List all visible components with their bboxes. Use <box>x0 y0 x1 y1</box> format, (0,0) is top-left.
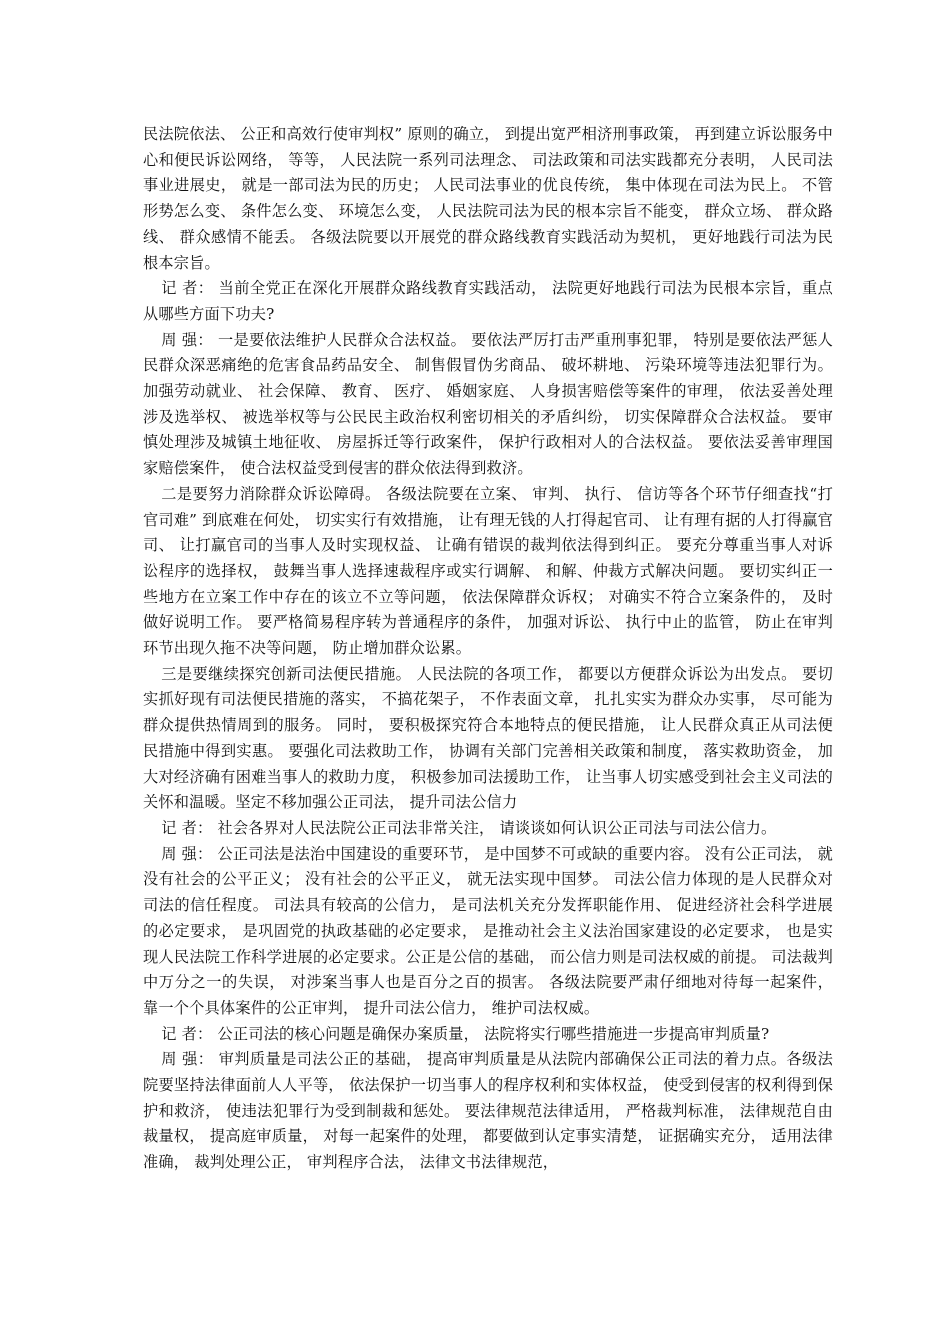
paragraph-question-mass-line: 记 者： 当前全党正在深化开展群众路线教育实践活动， 法院更好地践行司法为民根本宗旨，重点从哪些方面下功夫? <box>143 279 833 323</box>
paragraph-question-credibility: 记 者： 社会各界对人民法院公正司法非常关注， 请谈谈如何认识公正司法与司法公信力。 <box>161 818 777 837</box>
paragraph-answer-credibility: 周 强： 公正司法是法治中国建设的重要环节， 是中国梦不可或缺的重要内容。 没有公正司法， 就没有社会的公平正义； 没有社会的公平正义， 就无法实现中国梦。 司法公信力体现的是人民群众对司法的信任程度。 司法具有较高的公信力， 是司法机关充分发挥职能作用、 促进经济社会科学进展的必定要求， 是巩固党的执政基础的必定要求， 是推动社会主义法治国家建设的必定要求， 也是实现人民法院工作科学进展的必定要求。公正是公信的基础， 而公信力则是司法权威的前提。 司法裁判中万分之一的失误， 对涉案当事人也是百分之百的损害。 各级法院要严肃仔细地对待每一起案件， 靠一个个具体案件的公正审判， 提升司法公信力， 维护司法权威。 <box>143 844 833 1017</box>
paragraph-intro-continued: 民法院依法、 公正和高效行使审判权” 原则的确立， 到提出宽严相济刑事政策， 再到建立诉讼服务中心和便民诉讼网络， 等等， 人民法院一系列司法理念、 司法政策和司法实践都充分表明， 人民司法事业进展史， 就是一部司法为民的历史； 人民司法事业的优良传统， 集中体现在司法为民上。 不管形势怎么变、 条件怎么变、 环境怎么变， 人民法院司法为民的根本宗旨不能变， 群众立场、 群众路线、 群众感情不能丢。 各级法院要以开展党的群众路线教育实践活动为契机， 更好地践行司法为民根本宗旨。 <box>143 125 833 272</box>
article-body <box>143 122 833 1176</box>
paragraph-litigation-barriers: 二是要努力消除群众诉讼障碍。 各级法院要在立案、 审判、 执行、 信访等各个环节仔细查找“打官司难” 到底难在何处， 切实实行有效措施， 让有理无钱的人打得起官司、 让有理有据的人打得赢官司、 让打赢官司的当事人及时实现权益、 让确有错误的裁判依法得到纠正。 要充分尊重当事人对诉讼程序的选择权， 鼓舞当事人选择速裁程序或实行调解、 和解、仲裁方式解决问题。 要切实纠正一些地方在立案工作中存在的该立不立等问题， 依法保障群众诉权； 对确实不符合立案条件的， 及时做好说明工作。 要严格简易程序转为普通程序的条件， 加强对诉讼、 执行中止的监管， 防止在审判环节出现久拖不决等问题， 防止增加群众讼累。 <box>143 484 833 658</box>
paragraph-convenience-measures: 三是要继续探究创新司法便民措施。 人民法院的各项工作， 都要以方便群众诉讼为出发点。 要切实抓好现有司法便民措施的落实， 不搞花架子， 不作表面文章， 扎扎实实为群众办实事， 尽可能为群众提供热情周到的服务。 同时， 要积极探究符合本地特点的便民措施， 让人民群众真正从司法便民措施中得到实惠。 要强化司法救助工作， 协调有关部门完善相关政策和制度， 落实救助资金， 加大对经济确有困难当事人的救助力度， 积极参加司法援助工作， 让当事人切实感受到社会主义司法的关怀和温暖。坚定不移加强公正司法， 提升司法公信力 <box>143 664 833 812</box>
paragraph-answer-quality: 周 强： 审判质量是司法公正的基础， 提高审判质量是从法院内部确保公正司法的着力点。各级法院要坚持法律面前人人平等， 依法保护一切当事人的程序权利和实体权益， 使受到侵害的权利得到保护和救济， 使违法犯罪行为受到制裁和惩处。 要法律规范法律适用， 严格裁判标准， 法律规范自由裁量权， 提高庭审质量， 对每一起案件的处理， 都要做到认定事实清楚， 证据确实充分， 适用法律准确， 裁判处理公正， 审判程序合法， 法律文书法律规范， <box>143 1050 833 1172</box>
paragraph-question-quality: 记 者： 公正司法的核心问题是确保办案质量， 法院将实行哪些措施进一步提高审判质量? <box>161 1024 770 1043</box>
paragraph-answer-rights: 周 强： 一是要依法维护人民群众合法权益。 要依法严厉打击严重刑事犯罪， 特别是要依法严惩人民群众深恶痛绝的危害食品药品安全、 制售假冒伪劣商品、 破坏耕地、 污染环境等违法犯罪行为。 加强劳动就业、 社会保障、 教育、 医疗、 婚姻家庭、 人身损害赔偿等案件的审理， 依法妥善处理涉及选举权、 被选举权等与公民民主政治权利密切相关的矛盾纠纷， 切实保障群众合法权益。 要审慎处理涉及城镇土地征收、 房屋拆迁等行政案件， 保护行政相对人的合法权益。 要依法妥善审理国家赔偿案件， 使合法权益受到侵害的群众依法得到救济。 <box>143 330 833 478</box>
